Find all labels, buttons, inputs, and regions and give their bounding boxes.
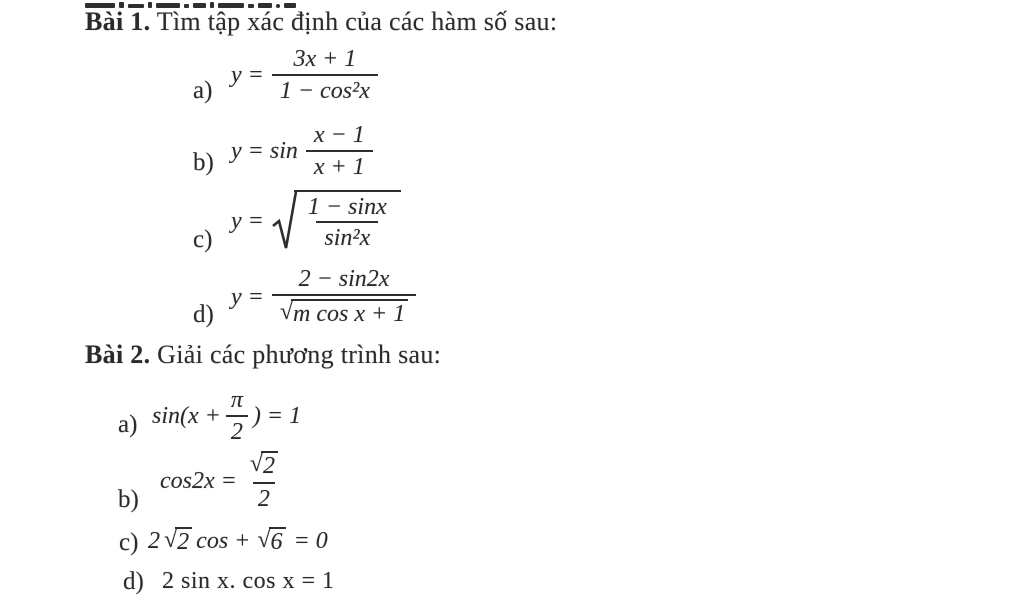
- ex1-d-radicand: m cos x + 1: [291, 299, 408, 328]
- ex1-c-fraction: [300, 195, 395, 251]
- exercise2-title-number: Bài 2.: [85, 340, 151, 369]
- ex2-a-denominator: 2: [226, 415, 248, 445]
- ex2-a-numerator: π: [230, 387, 243, 413]
- ex1-b-lhs: y = sin: [231, 138, 298, 165]
- ex2-b-denominator: 2: [253, 482, 275, 512]
- exercise1-title-text: Tìm tập xác định của các hàm số sau:: [150, 7, 558, 36]
- ex2-item-a-label: a): [118, 411, 138, 438]
- ex1-item-a-formula: [231, 47, 378, 104]
- ex1-d-denominator-radical: [280, 299, 408, 328]
- ex1-a-lhs: y =: [231, 62, 264, 89]
- ex1-item-c-formula: [231, 190, 401, 252]
- ex1-c-radical: [272, 190, 401, 252]
- ex2-d-equation: 2 sin x. cos x = 1: [162, 568, 335, 594]
- ex2-b-pre: cos2x =: [160, 468, 237, 495]
- ex1-item-a-label: a): [193, 77, 213, 104]
- ex2-c-radical2: [257, 527, 285, 556]
- ex1-d-numerator: 2 − sin2x: [298, 266, 390, 292]
- ex2-b-radicand: 2: [261, 451, 278, 480]
- ex1-d-fraction: [272, 267, 416, 329]
- ex1-b-denominator: x + 1: [306, 150, 373, 180]
- ex1-item-b-label: b): [193, 149, 214, 176]
- ex2-a-pre: sin(x +: [152, 403, 221, 430]
- ex2-item-c-formula: [148, 527, 328, 556]
- ex2-c-term1: 2: [148, 528, 160, 555]
- ex1-c-denominator: sin²x: [316, 221, 378, 251]
- ex2-c-radicand2: 6: [269, 527, 286, 556]
- ex2-item-c-label: c): [119, 529, 139, 556]
- ex2-c-radical1: [164, 527, 192, 556]
- radical-sign-icon: √: [279, 299, 294, 326]
- ex1-item-c-label: c): [193, 226, 213, 253]
- ex1-d-denominator: [272, 294, 416, 328]
- ex2-a-post: ) = 1: [252, 403, 302, 430]
- ex1-c-numerator: 1 − sinx: [307, 194, 387, 220]
- ex1-a-denominator: 1 − cos²x: [272, 74, 378, 104]
- ex2-a-fraction: [226, 388, 248, 445]
- ex2-item-d-label: d): [123, 568, 144, 595]
- ex2-item-d-formula: [162, 568, 335, 595]
- radical-sign-icon: √: [257, 527, 271, 553]
- exercise1-title-number: Bài 1.: [85, 7, 151, 36]
- ex2-b-numerator-radical: [250, 451, 278, 480]
- ex2-item-b-formula: [160, 451, 283, 513]
- ex2-item-b-label: b): [118, 486, 139, 513]
- exercise2-title-text: Giải các phương trình sau:: [150, 340, 442, 369]
- ex1-d-lhs: y =: [231, 284, 264, 311]
- radical-sign-icon: √: [164, 527, 178, 553]
- ex1-item-d-formula: [231, 267, 416, 329]
- exercise2-title: [85, 340, 441, 370]
- radical-sign-icon: √: [249, 451, 264, 477]
- ex1-b-fraction: [306, 123, 373, 180]
- ex2-c-term3: = 0: [293, 528, 328, 555]
- ex1-a-fraction: [272, 47, 378, 104]
- ex2-c-radicand1: 2: [175, 527, 192, 556]
- ex1-a-numerator: 3x + 1: [293, 46, 357, 72]
- ex1-c-lhs: y =: [231, 207, 264, 234]
- ex1-item-d-label: d): [193, 301, 214, 328]
- ex2-c-term2: cos +: [196, 528, 251, 555]
- ex1-item-b-formula: [231, 123, 373, 180]
- ex1-b-numerator: x − 1: [313, 122, 365, 148]
- ex2-b-fraction: [245, 451, 283, 513]
- ex2-item-a-formula: [152, 388, 301, 445]
- exercise1-title: [85, 7, 557, 37]
